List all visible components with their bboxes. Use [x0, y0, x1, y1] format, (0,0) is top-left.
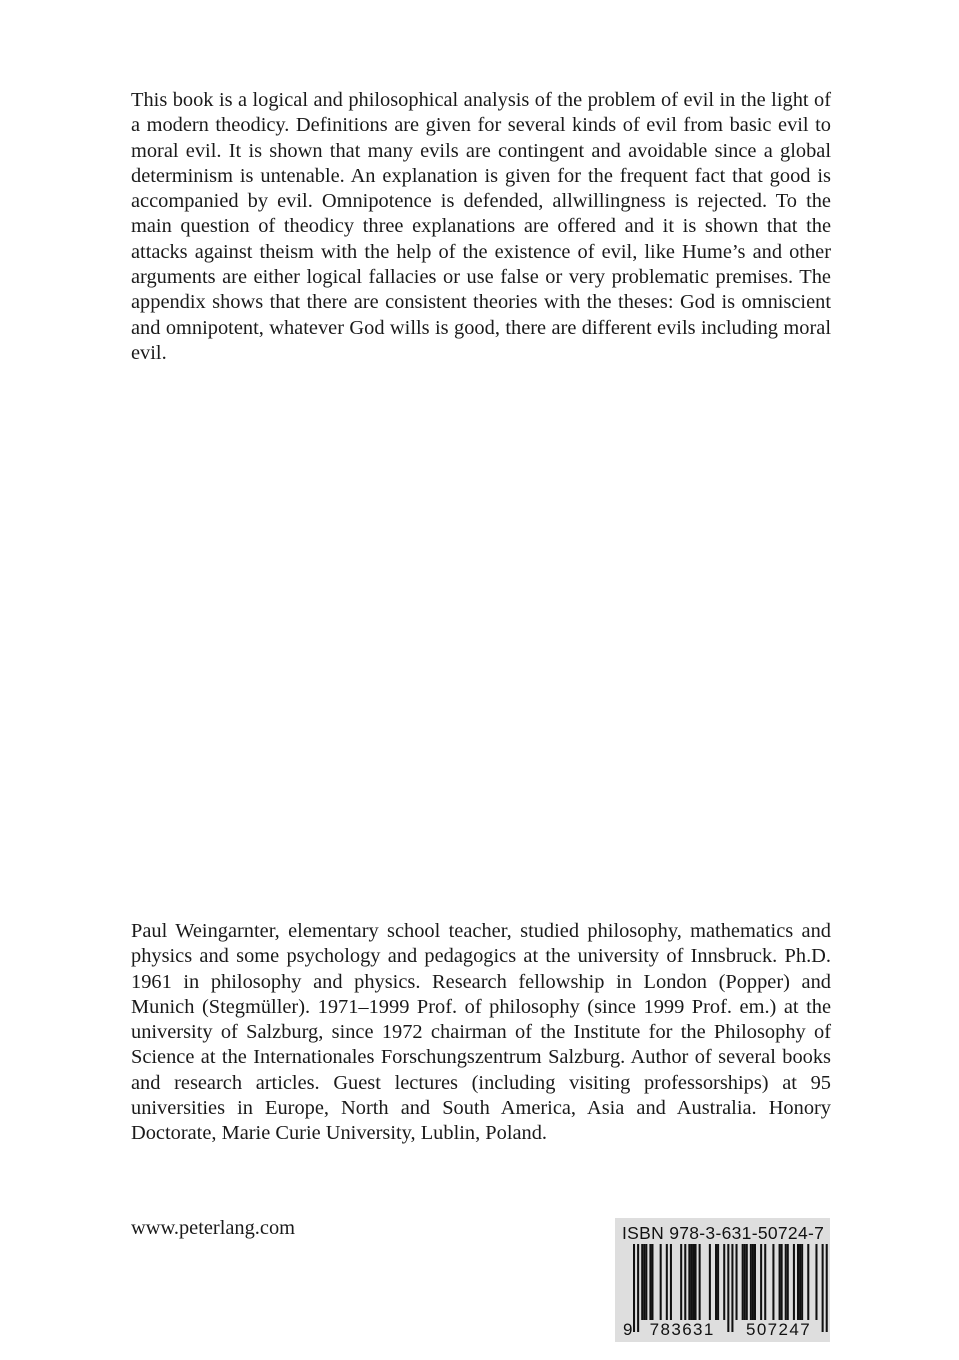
barcode-bar: [742, 1244, 744, 1320]
barcode-bar: [649, 1244, 651, 1320]
barcode-bar: [785, 1244, 787, 1320]
barcode-digits: 9: [623, 1320, 634, 1339]
barcode-bar: [815, 1244, 817, 1320]
barcode-bar: [731, 1244, 733, 1332]
barcode-bar: [684, 1244, 686, 1320]
barcode-bar: [754, 1244, 756, 1320]
barcode-bar: [633, 1244, 635, 1332]
barcode-bar: [651, 1244, 653, 1320]
book-description: This book is a logical and philosophical analysis of the problem of evil in the light of a modern theodicy. Definitions are given for several kinds of evil from basic evil to moral evil. It is shown that many evils are contingent and avoidable since a global determinism is untenable. An explanation is given for the frequent fact that good is accompanied by evil. Omnipotence is defended, allwillingness is rejected. To the main question of theodicy three explanations are offered and it is shown that the attacks against theism with the help of the existence of evil, like Hume’s and other arguments are either logical fallacies or use false or very problematic premises. The appendix shows that there are consistent theories with the theses: God is omniscient and omnipotent, whatever God wills is good, there are different evils including moral evil.: [131, 89, 831, 364]
barcode-bar: [779, 1244, 781, 1320]
barcode-bar: [801, 1244, 803, 1320]
barcode-bar: [666, 1244, 668, 1320]
barcode-bar: [643, 1244, 645, 1320]
barcode-bar: [826, 1244, 828, 1332]
barcode-bar: [799, 1244, 801, 1320]
barcode-bar: [715, 1244, 717, 1320]
barcode-bar: [645, 1244, 647, 1320]
author-biography: Paul Weingarnter, elementary school teacher, studied philosophy, mathematics and physics and some psychology and pedagogics at the university of Innsbruck. Ph.D. 1961 in philosophy and physics. Research fellowship in London (Popper) and Munich (Stegmüller). 1971–1999 Prof. of philosophy (since 1999 Prof. em.) at the university of Salzburg, since 1972 chairman of the Institute for the Philosophy of Science at the Internationales Forschungszentrum Salzburg. Author of several books and research articles. Guest lectures (including visiting professorships) at 95 universities in Europe, North and South America, Asia and Australia. Honory Doctorate, Marie Curie University, Lublin, Poland.: [131, 920, 831, 1145]
barcode-bar: [670, 1244, 672, 1320]
barcode-bar: [717, 1244, 719, 1320]
barcode-bar: [688, 1244, 690, 1320]
barcode-bar: [781, 1244, 783, 1320]
barcode-bar: [692, 1244, 694, 1320]
barcode-bar: [699, 1244, 701, 1320]
barcode-bar: [680, 1244, 682, 1320]
isbn-barcode: [615, 1218, 830, 1342]
barcode-bar: [637, 1244, 639, 1332]
barcode-bar: [822, 1244, 824, 1332]
barcode-digits: 507247: [745, 1320, 812, 1339]
barcode-bar: [727, 1244, 729, 1332]
barcode-bar: [797, 1244, 799, 1320]
barcode-bar: [660, 1244, 662, 1320]
barcode-bar: [746, 1244, 748, 1320]
barcode-bar: [752, 1244, 754, 1320]
barcode-bar: [760, 1244, 762, 1320]
barcode-bar: [690, 1244, 692, 1320]
barcode-bar: [744, 1244, 746, 1320]
barcode-bar: [764, 1244, 766, 1320]
publisher-website: www.peterlang.com: [131, 1217, 296, 1239]
barcode-bar: [787, 1244, 789, 1320]
barcode-bar: [723, 1244, 725, 1320]
barcode-bar: [709, 1244, 711, 1320]
barcode-bar: [793, 1244, 795, 1320]
barcode-bars: [615, 1218, 830, 1342]
barcode-bar: [736, 1244, 738, 1320]
barcode-digits: 783631: [649, 1320, 715, 1339]
barcode-bar: [750, 1244, 752, 1320]
barcode-bar: [695, 1244, 697, 1320]
barcode-bar: [807, 1244, 809, 1320]
barcode-bar: [641, 1244, 643, 1320]
barcode-bar: [772, 1244, 774, 1320]
isbn-label: ISBN 978-3-631-50724-7: [622, 1223, 825, 1243]
